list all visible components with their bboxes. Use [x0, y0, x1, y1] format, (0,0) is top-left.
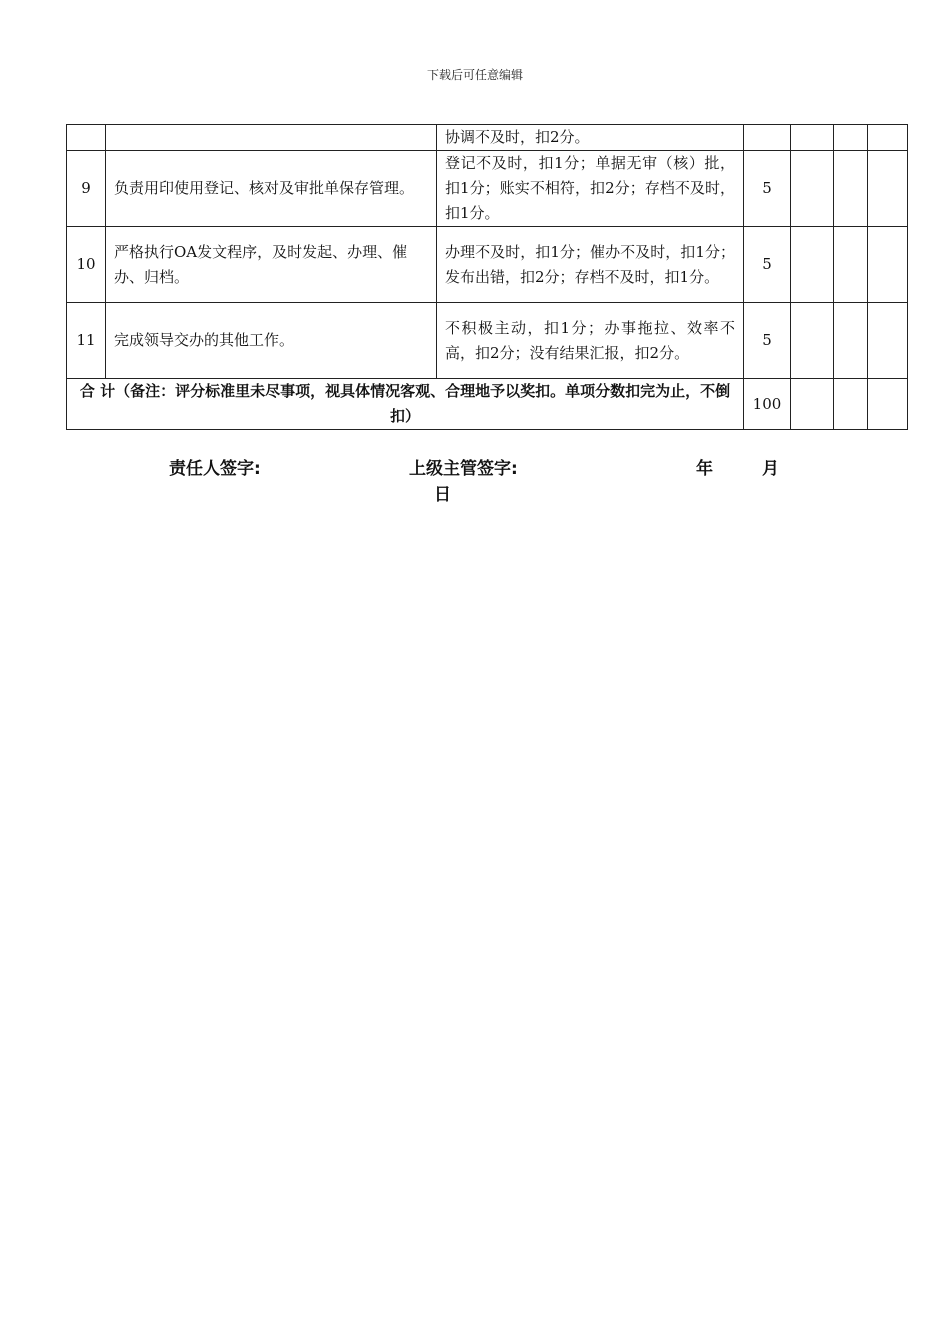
year-label: 年 — [696, 459, 713, 479]
table-row — [67, 227, 908, 303]
blank-cell — [834, 379, 868, 430]
blank-cell — [791, 379, 834, 430]
score-cell: 5 — [744, 151, 791, 227]
score-cell — [744, 125, 791, 151]
total-label: 合 计（备注：评分标准里未尽事项，视具体情况客观、合理地予以奖扣。单项分数扣完为止，不倒扣） — [67, 379, 744, 430]
blank-cell — [834, 125, 868, 151]
score-cell: 5 — [744, 227, 791, 303]
blank-cell — [791, 151, 834, 227]
table-row — [67, 125, 908, 151]
responsible-signature-label: 责任人签字: — [169, 459, 261, 479]
blank-cell — [791, 125, 834, 151]
standard-cell: 登记不及时，扣1分；单据无审（核）批，扣1分；账实不相符，扣2分；存档不及时，扣1分。 — [437, 151, 744, 227]
standard-cell: 协调不及时，扣2分。 — [437, 125, 744, 151]
item-number-cell: 11 — [67, 303, 106, 379]
task-cell: 负责用印使用登记、核对及审批单保存管理。 — [106, 151, 437, 227]
item-number-cell: 10 — [67, 227, 106, 303]
task-cell: 严格执行OA发文程序，及时发起、办理、催办、归档。 — [106, 227, 437, 303]
score-table — [66, 124, 908, 430]
blank-cell — [834, 303, 868, 379]
blank-cell — [791, 227, 834, 303]
standard-cell: 办理不及时，扣1分；催办不及时，扣1分；发布出错，扣2分；存档不及时，扣1分。 — [437, 227, 744, 303]
blank-cell — [868, 303, 908, 379]
blank-cell — [868, 151, 908, 227]
month-label: 月 — [762, 459, 779, 479]
task-cell — [106, 125, 437, 151]
blank-cell — [868, 379, 908, 430]
task-cell: 完成领导交办的其他工作。 — [106, 303, 437, 379]
score-cell: 5 — [744, 303, 791, 379]
total-row — [67, 379, 908, 430]
blank-cell — [868, 227, 908, 303]
blank-cell — [791, 303, 834, 379]
page-header-note: 下载后可任意编辑 — [426, 68, 523, 82]
total-score: 100 — [744, 379, 791, 430]
blank-cell — [868, 125, 908, 151]
blank-cell — [834, 227, 868, 303]
day-label: 日 — [434, 485, 451, 505]
item-number-cell — [67, 125, 106, 151]
standard-cell: 不积极主动，扣1分；办事拖拉、效率不高，扣2分；没有结果汇报，扣2分。 — [437, 303, 744, 379]
supervisor-signature-label: 上级主管签字: — [409, 459, 518, 479]
item-number-cell: 9 — [67, 151, 106, 227]
table-row — [67, 303, 908, 379]
table-row — [67, 151, 908, 227]
blank-cell — [834, 151, 868, 227]
